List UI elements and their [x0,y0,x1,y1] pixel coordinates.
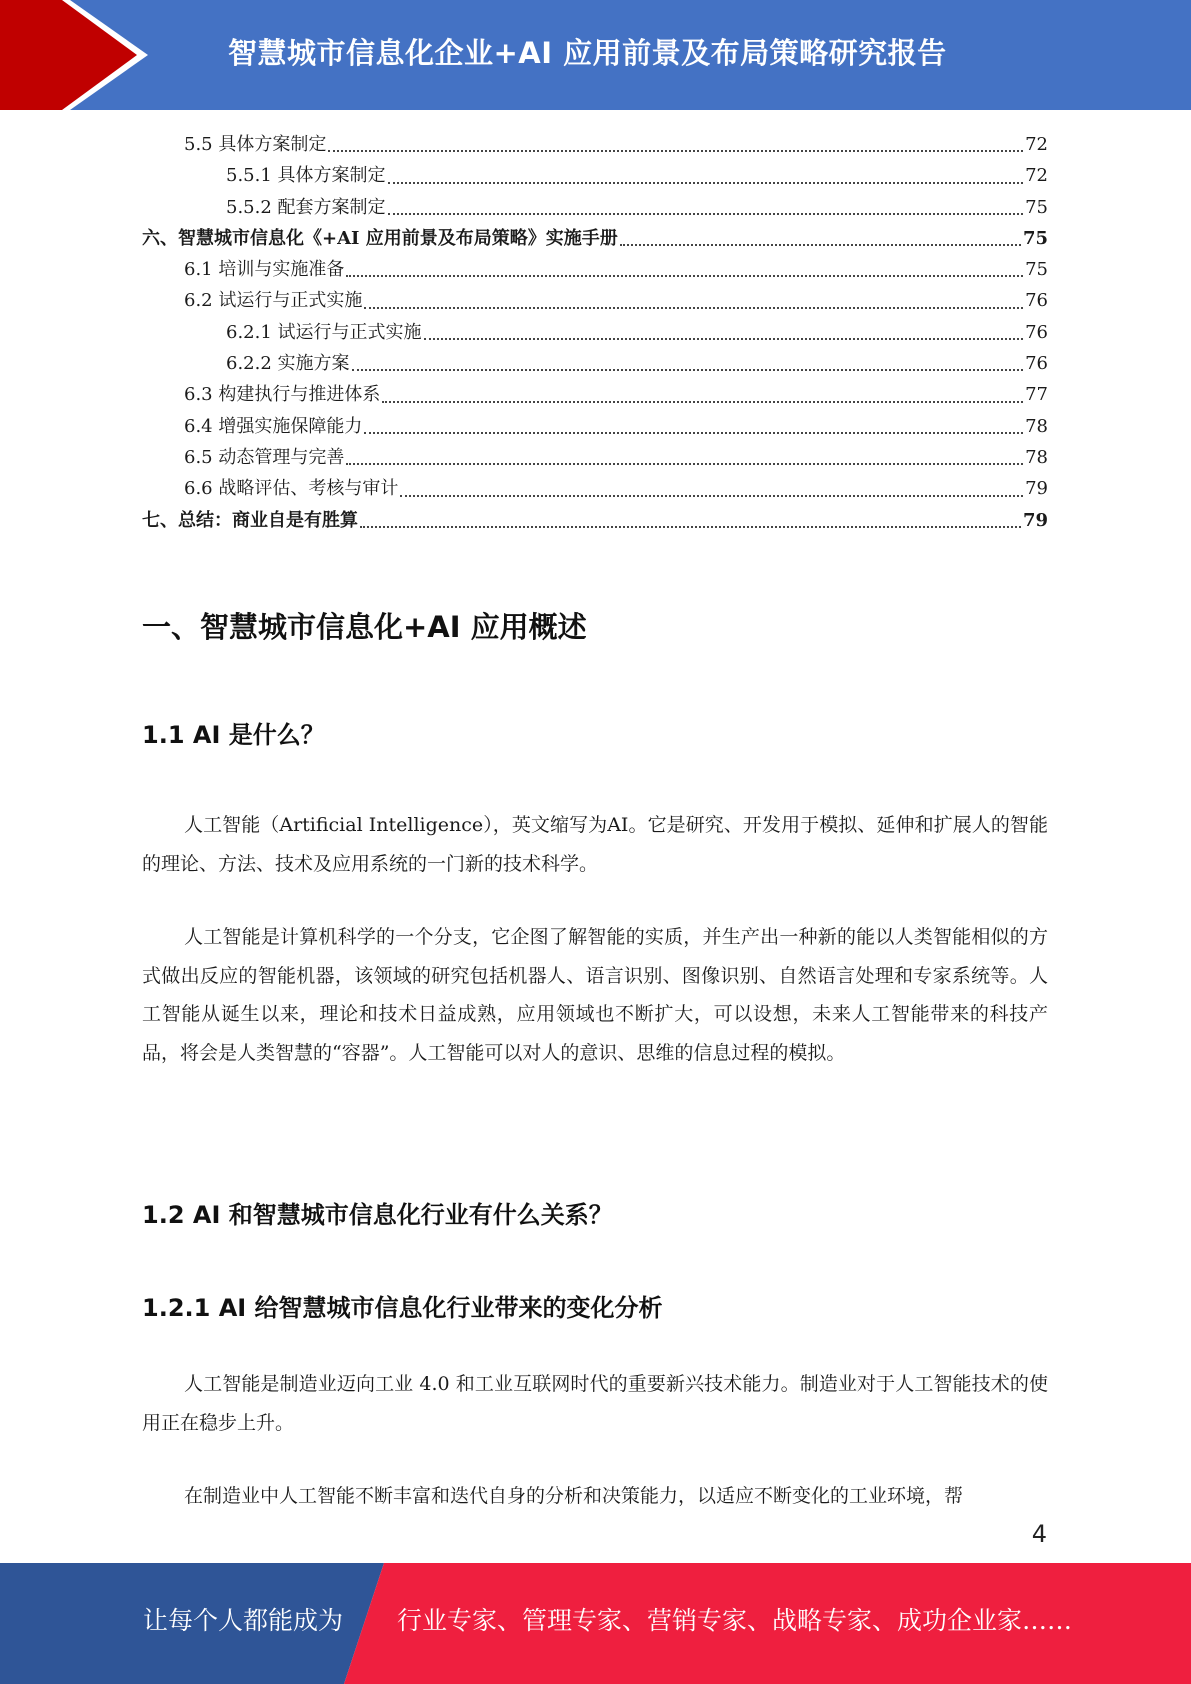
footer-slogan-left: 让每个人都能成为 [143,1606,344,1635]
page-number: 4 [1031,1520,1047,1548]
toc-entry-page: 79 [1022,509,1048,531]
toc-entry-page: 76 [1025,321,1048,343]
toc-leader-dots [620,244,1021,246]
toc-entry[interactable] [142,160,1048,191]
toc-entry-page: 72 [1025,134,1048,155]
toc-entry[interactable] [142,223,1048,254]
toc-entry[interactable] [142,473,1048,504]
toc-entry-page: 79 [1025,478,1048,500]
toc-leader-dots [388,182,1024,184]
toc-leader-dots [360,526,1021,528]
toc-entry-title: 6.5 动态管理与完善 [184,446,345,468]
toc-entry[interactable] [142,317,1048,348]
toc-entry[interactable] [142,129,1048,160]
header-title: 智慧城市信息化企业+AI 应用前景及布局策略研究报告 [228,36,947,70]
toc-entry-title: 6.2 试运行与正式实施 [184,290,363,312]
toc-entry-page: 78 [1025,446,1048,468]
paragraph: 人工智能是制造业迈向工业 4.0 和工业互联网时代的重要新兴技术能力。制造业对于人工智能技术的使用正在稳步上升。 [142,1373,1048,1434]
toc-leader-dots [424,338,1024,340]
toc-leader-dots [346,275,1023,277]
toc-entry-title: 6.2.1 试运行与正式实施 [226,321,422,343]
toc-leader-dots [346,463,1023,465]
toc-leader-dots [400,495,1023,497]
toc-entry[interactable] [142,411,1048,442]
paragraph: 人工智能是计算机科学的一个分支，它企图了解智能的实质，并生产出一种新的能以人类智能相似的方式做出反应的智能机器，该领域的研究包括机器人、语言识别、图像识别、自然语言处理和专家系统等。人工智能从诞生以来，理论和技术日益成熟，应用领域也不断扩大，可以设想，未来人工智能带来的科技产品，将会是人类智慧的“容器”。人工智能可以对人的意识、思维的信息过程的模拟。 [142,926,1048,1064]
toc-entry[interactable] [142,505,1048,536]
toc-entry-page: 75 [1025,196,1048,218]
toc-leader-dots [328,150,1023,152]
paragraph: 在制造业中人工智能不断丰富和迭代自身的分析和决策能力，以适应不断变化的工业环境，帮 [184,1485,964,1507]
subsection-heading-1-1: 1.1 AI 是什么？ [142,721,325,749]
toc-leader-dots [352,369,1024,371]
toc-entry[interactable] [142,442,1048,473]
toc-entry-page: 78 [1025,415,1048,437]
toc-entry-page: 75 [1022,227,1048,249]
toc-entry-title: 6.1 培训与实施准备 [184,259,345,281]
toc-entry-page: 75 [1025,259,1048,281]
toc-leader-dots [364,307,1023,309]
toc-leader-dots [382,401,1023,403]
toc-entry[interactable] [142,285,1048,316]
toc-entry-page: 77 [1025,384,1048,406]
toc-entry[interactable] [142,254,1048,285]
toc-entry[interactable] [142,348,1048,379]
toc-entry-title: 六、智慧城市信息化《+AI 应用前景及布局策略》实施手册 [142,227,618,249]
toc-entry-title: 5.5.1 具体方案制定 [226,165,386,187]
toc-entry-title: 6.4 增强实施保障能力 [184,415,363,437]
toc-entry-title: 七、总结：商业自是有胜算 [142,509,358,531]
section-heading: 一、智慧城市信息化+AI 应用概述 [142,610,587,644]
toc-entry-title: 6.6 战略评估、考核与审计 [184,478,399,500]
subsubsection-heading-1-2-1: 1.2.1 AI 给智慧城市信息化行业带来的变化分析 [142,1294,663,1322]
toc-entry-page: 76 [1025,290,1048,312]
subsection-heading-1-2: 1.2 AI 和智慧城市信息化行业有什么关系？ [142,1201,613,1229]
toc-entry-page: 76 [1025,353,1048,375]
page-footer [0,1563,1191,1684]
toc-entry[interactable] [142,379,1048,410]
toc-entry[interactable] [142,192,1048,223]
page-header [0,0,1191,110]
toc-leader-dots [388,213,1024,215]
toc-entry-title: 5.5.2 配套方案制定 [226,196,386,218]
footer-slogan-right: 行业专家、管理专家、营销专家、战略专家、成功企业家…… [397,1606,1073,1635]
toc-entry-page: 72 [1025,165,1048,187]
toc-entry-title: 6.2.2 实施方案 [226,353,350,375]
toc-leader-dots [364,432,1023,434]
table-of-contents [142,129,1048,536]
paragraph: 人工智能（Artificial Intelligence），英文缩写为AI。它是研究、开发用于模拟、延伸和扩展人的智能的理论、方法、技术及应用系统的一门新的技术科学。 [142,814,1048,875]
toc-entry-title: 5.5 具体方案制定 [184,134,327,155]
toc-entry-title: 6.3 构建执行与推进体系 [184,384,381,406]
